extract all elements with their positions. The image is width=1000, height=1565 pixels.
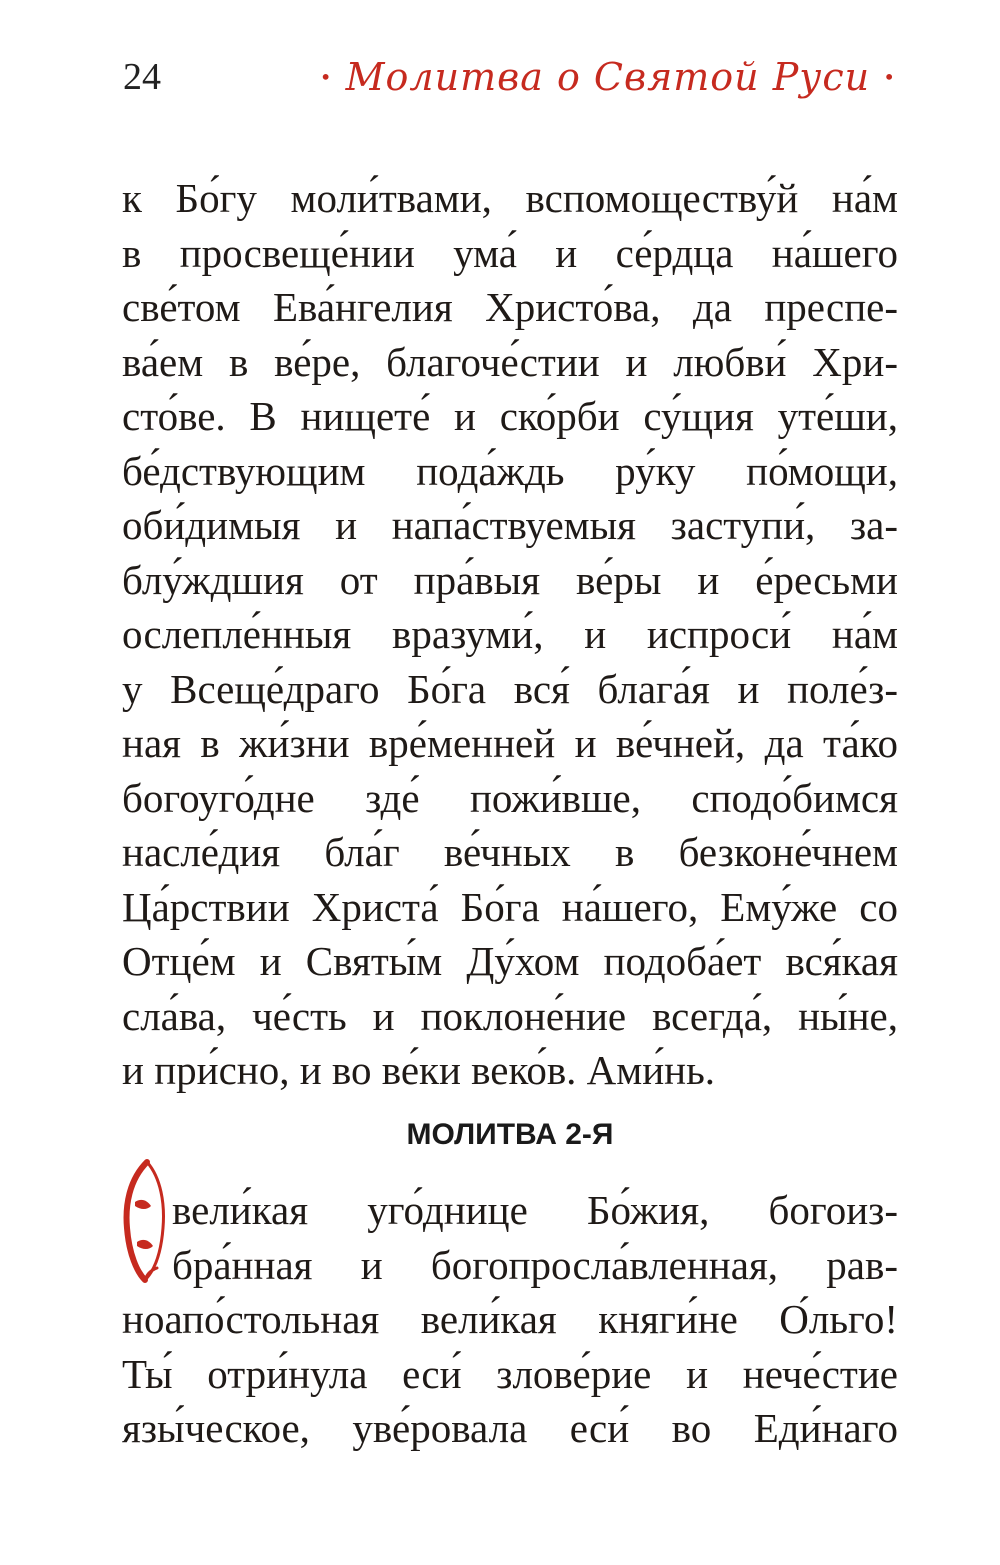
ornament-left: • [319, 64, 333, 89]
body-line: и при́сно, и во ве́ки веко́в. Ами́нь. [122, 1047, 716, 1093]
body-line: насле́дия бла́г ве́чных в безконе́чнем [122, 829, 898, 875]
body-line: Ца́рствии Христа́ Бо́га на́шего, Ему́же со [122, 883, 898, 930]
body-line: сла́ва, че́сть и поклоне́ние всегда́, ны́не, [122, 992, 898, 1039]
body-line: ная в жи́зни вре́менней и ве́чней, да та́ко [122, 720, 898, 766]
running-title-text: Молитва о Святой Руси [345, 55, 871, 99]
prayer-line: ноапо́стольная вели́кая княги́не О́льго! [122, 1296, 898, 1342]
body-line: ослепле́нныя вразуми́, и испроси́ на́м [122, 611, 898, 657]
body-line: Отце́м и Святы́м Ду́хом подоба́ет вся́кая [122, 938, 898, 984]
page-number: 24 [123, 56, 161, 98]
body-line: блу́ждшия от пра́выя ве́ры и е́ресьми [122, 556, 898, 603]
prayer-line: бра́нная и богопросла́вленная, рав- [172, 1241, 898, 1288]
body-line: све́том Ева́нгелия Христо́ва, да преспе- [122, 284, 898, 330]
body-text [122, 171, 898, 1098]
body-line: сто́ве. В нищете́ и ско́рби су́щия уте́ши, [122, 393, 898, 439]
body-line: в просвеще́нии ума́ и се́рдца на́шего [122, 229, 898, 276]
ornament-right: • [883, 64, 896, 89]
body-line: оби́димыя и напа́ствуемыя заступи́, за- [122, 502, 898, 548]
prayer-line: Ты́ отри́нула еси́ злове́рие и нече́стие [122, 1350, 898, 1397]
body-line: у Всеще́драго Бо́га вся́ блага́я и поле́з- [122, 665, 898, 712]
prayer-text [122, 1183, 898, 1456]
body-line: ва́ем в ве́ре, благоче́стии и любви́ Хри- [122, 338, 898, 385]
prayer-line: вели́кая уго́днице Бо́жия, богоиз- [172, 1187, 898, 1233]
prayer-line: язы́ческое, уве́ровала еси́ во Еди́наго [122, 1405, 898, 1451]
body-line: к Бо́гу моли́твами, вспомоществу́й на́м [122, 175, 898, 221]
section-heading: МОЛИТВА 2-Я [406, 1118, 614, 1151]
running-title [319, 55, 896, 99]
body-line: богоуго́дне зде́ пожи́вше, сподо́бимся [122, 774, 898, 821]
body-line: бе́дствующим пода́ждь ру́ку по́мощи, [122, 447, 898, 494]
